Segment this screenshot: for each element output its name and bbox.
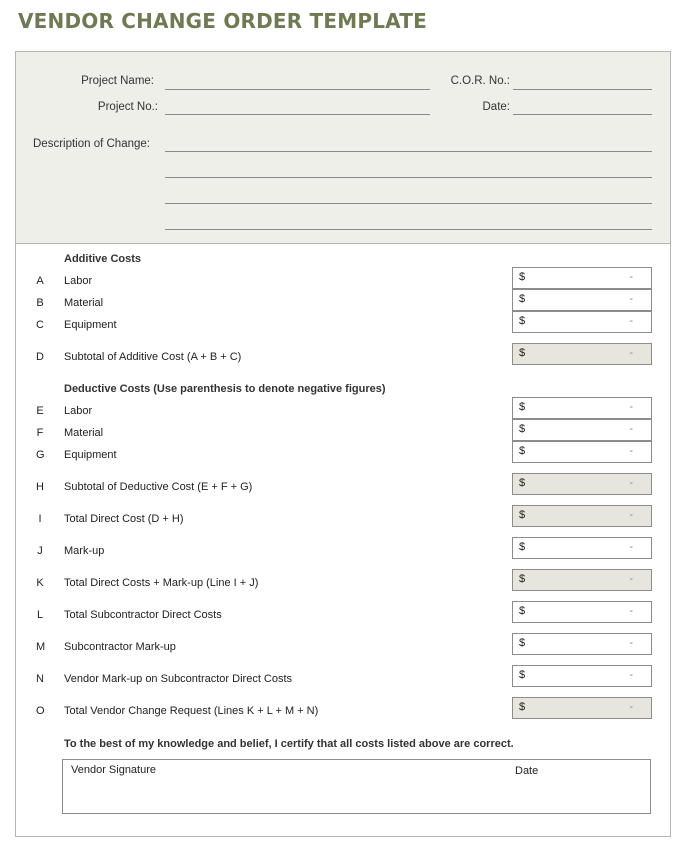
amount-field-h[interactable]: [512, 473, 652, 495]
amount-field-d[interactable]: [512, 343, 652, 365]
row-label: Material: [64, 427, 104, 439]
row-letter: E: [36, 405, 44, 417]
currency-symbol: $: [519, 401, 526, 413]
currency-symbol: $: [519, 293, 526, 305]
currency-symbol: $: [519, 445, 526, 457]
amount-field-f[interactable]: [512, 419, 652, 441]
row-letter: D: [36, 351, 44, 363]
row-label: Labor: [64, 275, 93, 287]
description-line-3[interactable]: [165, 203, 652, 204]
row-letter: C: [36, 319, 44, 331]
currency-symbol: $: [519, 271, 526, 283]
project-no-label: Project No.:: [97, 101, 158, 113]
row-label: Subcontractor Mark-up: [64, 641, 176, 653]
amount-value: -: [629, 401, 633, 413]
description-label: Description of Change:: [33, 138, 150, 150]
row-label: Subtotal of Additive Cost (A + B + C): [64, 351, 242, 363]
description-line-2[interactable]: [165, 177, 652, 178]
amount-value: -: [629, 477, 633, 489]
amount-value: -: [629, 541, 633, 553]
cor-no-label: C.O.R. No.:: [450, 75, 510, 87]
currency-symbol: $: [519, 701, 526, 713]
signature-box[interactable]: [62, 759, 651, 814]
row-letter: I: [38, 513, 42, 525]
row-letter: G: [36, 449, 45, 461]
project-no-field[interactable]: [165, 114, 430, 115]
amount-value: -: [629, 445, 633, 457]
project-name-field[interactable]: [165, 89, 430, 90]
deductive-costs-heading: Deductive Costs (Use parenthesis to denote negative figures): [64, 383, 386, 395]
amount-field-g[interactable]: [512, 441, 652, 463]
row-label: Equipment: [64, 319, 117, 331]
date-field[interactable]: [513, 114, 652, 115]
currency-symbol: $: [519, 347, 526, 359]
row-letter: K: [36, 577, 44, 589]
signature-date-label: Date: [515, 765, 539, 777]
row-letter: M: [36, 641, 46, 653]
row-letter: F: [36, 427, 44, 439]
amount-value: -: [629, 669, 633, 681]
row-letter: J: [37, 545, 43, 557]
amount-field-j[interactable]: [512, 537, 652, 559]
amount-field-e[interactable]: [512, 397, 652, 419]
amount-value: -: [629, 605, 633, 617]
currency-symbol: $: [519, 573, 526, 585]
row-label: Mark-up: [64, 545, 105, 557]
amount-field-l[interactable]: [512, 601, 652, 623]
row-letter: L: [36, 609, 44, 621]
row-label: Subtotal of Deductive Cost (E + F + G): [64, 481, 253, 493]
row-label: Total Direct Cost (D + H): [64, 513, 184, 525]
page-title: VENDOR CHANGE ORDER TEMPLATE: [18, 9, 427, 33]
certification-statement: To the best of my knowledge and belief, I certify that all costs listed above are correct.: [64, 738, 514, 750]
currency-symbol: $: [519, 509, 526, 521]
row-letter: A: [36, 275, 44, 287]
additive-costs-heading: Additive Costs: [64, 253, 142, 265]
amount-field-a[interactable]: [512, 267, 652, 289]
description-line-4[interactable]: [165, 229, 652, 230]
row-label: Total Subcontractor Direct Costs: [64, 609, 222, 621]
amount-field-k[interactable]: [512, 569, 652, 591]
row-label: Total Direct Costs + Mark-up (Line I + J): [64, 577, 259, 589]
currency-symbol: $: [519, 315, 526, 327]
currency-symbol: $: [519, 637, 526, 649]
currency-symbol: $: [519, 605, 526, 617]
row-label: Labor: [64, 405, 93, 417]
amount-value: -: [629, 271, 633, 283]
vendor-signature-label: Vendor Signature: [71, 764, 157, 776]
project-info-section: [16, 52, 670, 244]
row-label: Material: [64, 297, 104, 309]
currency-symbol: $: [519, 541, 526, 553]
amount-value: -: [629, 293, 633, 305]
amount-value: -: [629, 347, 633, 359]
date-label: Date:: [482, 101, 510, 113]
amount-value: -: [629, 509, 633, 521]
currency-symbol: $: [519, 477, 526, 489]
row-label: Total Vendor Change Request (Lines K + L + M + N): [64, 705, 319, 717]
amount-value: -: [629, 637, 633, 649]
amount-field-o[interactable]: [512, 697, 652, 719]
amount-field-m[interactable]: [512, 633, 652, 655]
amount-value: -: [629, 315, 633, 327]
amount-field-b[interactable]: [512, 289, 652, 311]
currency-symbol: $: [519, 669, 526, 681]
cor-no-field[interactable]: [513, 89, 652, 90]
row-letter: H: [36, 481, 44, 493]
description-line-1[interactable]: [165, 151, 652, 152]
amount-field-c[interactable]: [512, 311, 652, 333]
row-letter: B: [36, 297, 44, 309]
row-label: Equipment: [64, 449, 117, 461]
amount-value: -: [629, 423, 633, 435]
amount-value: -: [629, 573, 633, 585]
amount-field-n[interactable]: [512, 665, 652, 687]
amount-value: -: [629, 701, 633, 713]
currency-symbol: $: [519, 423, 526, 435]
project-name-label: Project Name:: [81, 75, 154, 87]
amount-field-i[interactable]: [512, 505, 652, 527]
row-letter: O: [36, 705, 45, 717]
row-letter: N: [36, 673, 44, 685]
row-label: Vendor Mark-up on Subcontractor Direct Costs: [64, 673, 293, 685]
